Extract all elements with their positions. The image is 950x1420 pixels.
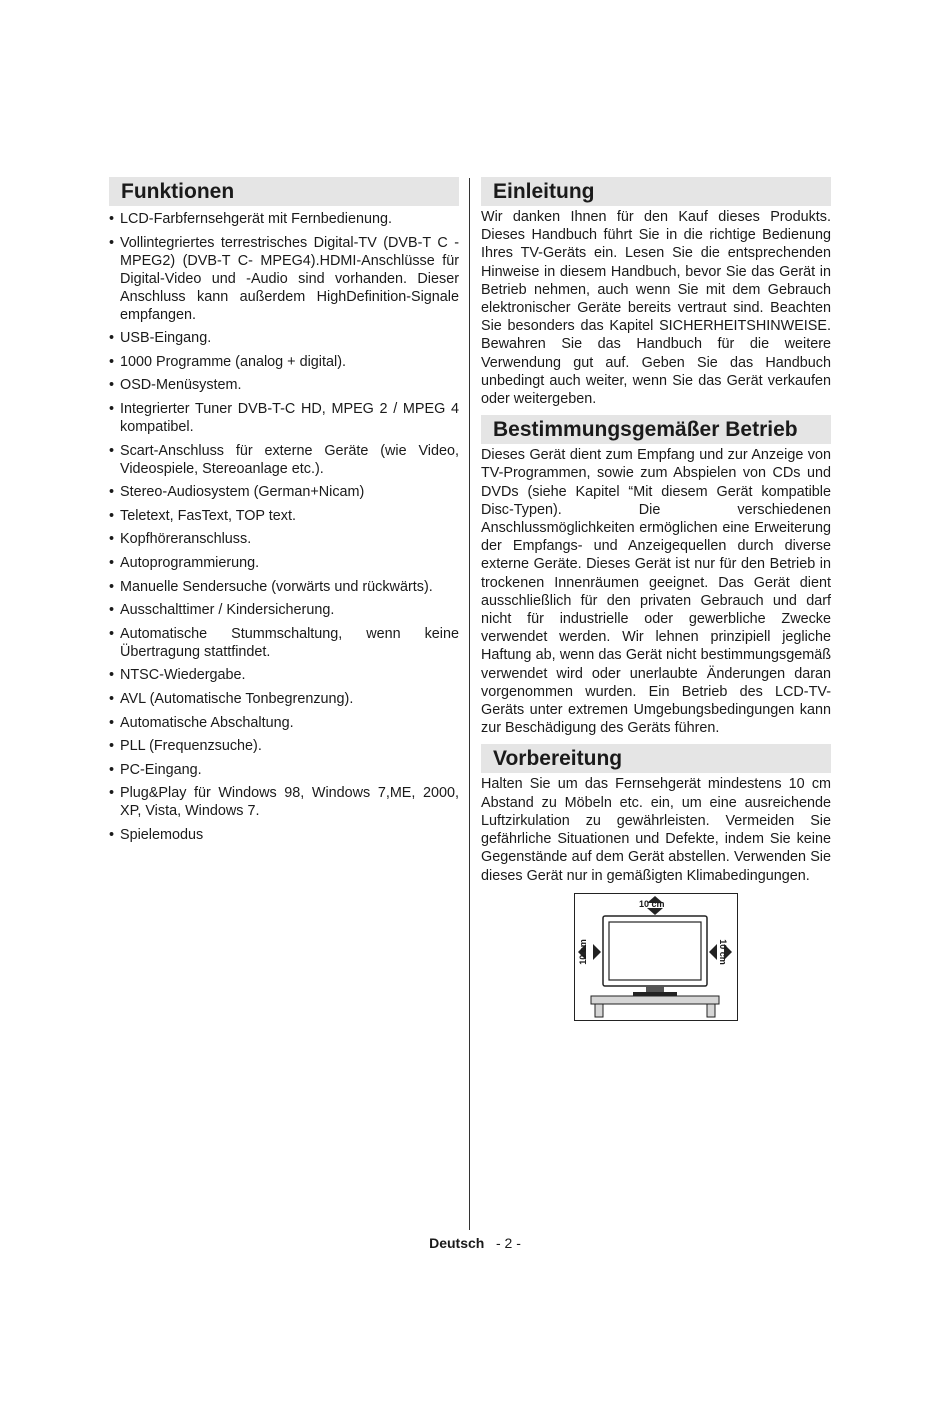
feature-item: • USB-Eingang. xyxy=(109,329,459,347)
feature-item: • OSD-Menüsystem. xyxy=(109,376,459,394)
shelf-leg-left xyxy=(595,1004,603,1017)
feature-item: • PC-Eingang. xyxy=(109,761,459,779)
section-betrieb xyxy=(481,415,831,737)
footer-language: Deutsch xyxy=(429,1235,485,1251)
shelf-leg-right xyxy=(707,1004,715,1017)
feature-item: • Automatische Stummschaltung, wenn keine Übertragung stattfindet. xyxy=(109,625,459,661)
feature-item: • Plug&Play für Windows 98, Windows 7,ME, 2000, XP, Vista, Windows 7. xyxy=(109,784,459,820)
tv-screen xyxy=(609,922,701,980)
arrow-right-icon xyxy=(593,944,601,960)
section-einleitung xyxy=(481,177,831,408)
section-vorbereitung xyxy=(481,744,831,884)
column-divider xyxy=(469,178,470,1230)
left-clearance-label: 10 cm xyxy=(577,938,588,965)
feature-item: • Autoprogrammierung. xyxy=(109,554,459,572)
feature-item: • NTSC-Wiedergabe. xyxy=(109,666,459,684)
page-footer xyxy=(0,1235,950,1251)
feature-item: • PLL (Frequenzsuche). xyxy=(109,737,459,755)
section-heading-funktionen: Funktionen xyxy=(109,177,459,206)
section-heading-einleitung: Einleitung xyxy=(481,177,831,206)
feature-list xyxy=(109,210,459,844)
left-column xyxy=(109,177,459,849)
feature-item: • Stereo-Audiosystem (German+Nicam) xyxy=(109,483,459,501)
section-heading-betrieb: Bestimmungsgemäßer Betrieb xyxy=(481,415,831,444)
top-clearance-label: 10 cm xyxy=(639,898,665,909)
einleitung-text: Wir danken Ihnen für den Kauf dieses Produkts. Dieses Handbuch führt Sie in die richtige Bedienung Ihres TV-Geräts ein. Lesen Sie die entsprechenden Hinweise in diesem Handbuch, bevor Sie das Gerät in Betrieb nehmen, auch wenn Sie mit dem Gebrauch elektronischer Geräte bereits vertraut sind. Beachten Sie besonders das Kapitel SICHERHEITSHINWEISE. Bewahren Sie das Handbuch für die weitere Verwendung gut auf. Geben Sie das Handbuch unbedingt auch weiter, wenn Sie das Gerät verkaufen oder weitergeben. xyxy=(481,209,831,408)
arrow-down-icon xyxy=(647,908,663,915)
vorbereitung-text: Halten Sie um das Fernsehgerät mindestens 10 cm Abstand zu Möbeln etc. ein, um eine ausreichende Luftzirkulation zu gewährleisten. Vermeiden Sie gefährliche Situationen und Defekte, indem Sie keine Gegenstände auf dem Gerät abstellen. Verwenden Sie dieses Gerät nur in gemäßigten Klimabedingungen. xyxy=(481,776,831,884)
arrow-left-icon-2 xyxy=(709,944,717,960)
feature-item: • 1000 Programme (analog + digital). xyxy=(109,353,459,371)
right-clearance-label: 10 cm xyxy=(717,938,728,965)
betrieb-text: Dieses Gerät dient zum Empfang und zur Anzeige von TV-Programmen, sowie zum Abspielen von CDs und DVDs (siehe Kapitel “Mit diesem Gerät kompatible Disc-Typen). Die verschiedenen Anschlussmöglichkeiten ermöglichen eine Erweiterung der Empfangs- und Anzeigequellen durch diverse externe Geräte. Dieses Gerät ist nur für den Betrieb in trockenen Innenräumen geeignet. Das Gerät dient ausschließlich für den privaten Gebrauch und darf nicht für industrielle oder gewerbliche Zwecke verwendet werden. Wir lehnen prinzipiell jegliche Haftung ab, wenn das Gerät nicht bestimmungsgemäß verwendet wird oder unerlaubte Änderungen daran vorgenommen wurden. Ein Betrieb des LCD-TV-Geräts unter extremen Umgebungsbedingungen kann zur Beschädigung des Geräts führen. xyxy=(481,447,831,737)
feature-item: • Manuelle Sendersuche (vorwärts und rückwärts). xyxy=(109,578,459,596)
section-heading-vorbereitung: Vorbereitung xyxy=(481,744,831,773)
feature-item: • Kopfhöreranschluss. xyxy=(109,530,459,548)
feature-item: • Vollintegriertes terrestrisches Digital-TV (DVB-T C - MPEG2) (DVB-T C- MPEG4).HDMI-Anschlüsse für Digital-Video und -Audio sind vorhanden. Dieser Anschluss kann außerdem HighDefinition-Signale empfangen. xyxy=(109,234,459,324)
shelf xyxy=(591,996,719,1004)
feature-item: • Ausschalttimer / Kindersicherung. xyxy=(109,601,459,619)
feature-item: • AVL (Automatische Tonbegrenzung). xyxy=(109,690,459,708)
tv-clearance-drawing xyxy=(575,894,736,1019)
feature-item: • Automatische Abschaltung. xyxy=(109,714,459,732)
feature-item: • LCD-Farbfernsehgerät mit Fernbedienung. xyxy=(109,210,459,228)
feature-item: • Spielemodus xyxy=(109,826,459,844)
feature-item: • Teletext, FasText, TOP text. xyxy=(109,507,459,525)
tv-clearance-figure xyxy=(574,893,738,1021)
page-number: - 2 - xyxy=(496,1235,521,1251)
right-column xyxy=(481,177,831,1021)
feature-item: • Scart-Anschluss für externe Geräte (wie Video, Videospiele, Stereoanlage etc.). xyxy=(109,442,459,478)
tv-stand-base xyxy=(633,992,677,996)
feature-item: • Integrierter Tuner DVB-T-C HD, MPEG 2 / MPEG 4 kompatibel. xyxy=(109,400,459,436)
tv-stand-neck xyxy=(646,986,664,992)
